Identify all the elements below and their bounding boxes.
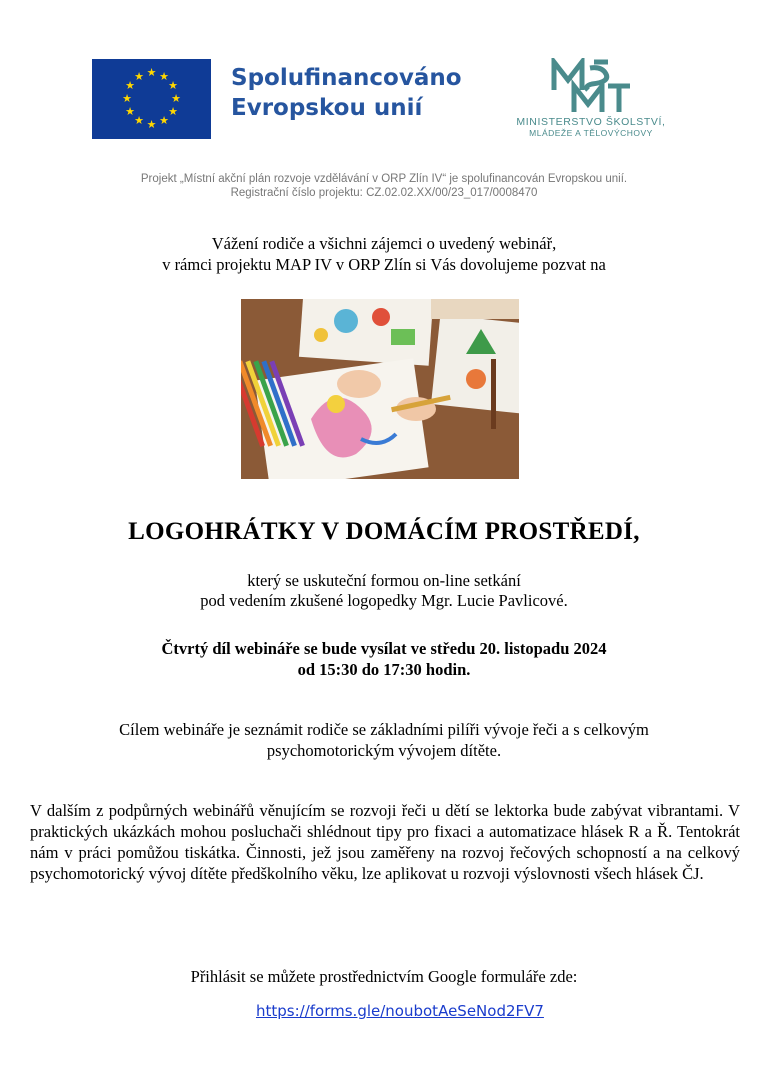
svg-text:★: ★ — [168, 79, 178, 92]
intro-line1: který se uskuteční formou on-line setkání — [247, 571, 521, 590]
eu-text-line2: Evropskou unií — [231, 95, 423, 121]
project-note — [0, 172, 768, 200]
svg-text:★: ★ — [159, 70, 169, 83]
page-title: LOGOHRÁTKY V DOMÁCÍM PROSTŘEDÍ, — [128, 518, 640, 545]
goal — [0, 719, 768, 761]
msmt-logo — [503, 58, 679, 144]
svg-text:★: ★ — [125, 79, 135, 92]
svg-text:★: ★ — [171, 92, 181, 105]
intro — [0, 571, 768, 611]
intro-line2: pod vedením zkušené logopedky Mgr. Lucie Pavlicové. — [200, 591, 568, 610]
msmt-name: MINISTERSTVO ŠKOLSTVÍ, — [516, 116, 666, 128]
project-registration-number: Registrační číslo projektu: CZ.02.02.XX/00/23_017/0008470 — [230, 187, 538, 199]
children-drawing-photo — [241, 299, 519, 479]
schedule — [0, 638, 768, 680]
svg-text:★: ★ — [159, 114, 169, 127]
goal-line1: Cílem webináře je seznámit rodiče se základními pilíři vývoje řeči a s celkovým — [119, 720, 649, 739]
goal-line2: psychomotorickým vývojem dítěte. — [266, 741, 502, 760]
eu-text-line1: Spolufinancováno — [231, 65, 462, 91]
body-paragraph: V dalším z podpůrných webinářů věnujícím se rozvoji řeči u dětí se lektorka bude zabývat vibrantami. V praktických ukázkách mohou posluchači shlédnout tipy pro fixaci a automatizace hlásek R a Ř. Tentokrát nám v práci pomůžou tiskátka. Činnosti, jež jsou zaměřeny na rozvoj řečových schopností a na celkový psychomotorický vývoj dítěte předškolního věku, lze aplikovat u rozvoji výslovnosti všech hlásek ČJ. — [30, 801, 740, 883]
msmt-monogram-icon — [546, 58, 636, 114]
msmt-subname: MLÁDEŽE A TĚLOVÝCHOVY — [529, 128, 653, 138]
svg-text:★: ★ — [125, 105, 135, 118]
eu-flag-icon — [92, 59, 211, 139]
project-note-line1: Projekt „Místní akční plán rozvoje vzdělávání v ORP Zlín IV“ je spolufinancován Evropskou unií. — [140, 173, 628, 185]
eu-cofinanced-logo-text — [231, 63, 462, 123]
greeting-line2: v rámci projektu MAP IV v ORP Zlín si Vás dovolujeme pozvat na — [162, 255, 606, 274]
svg-text:★: ★ — [134, 114, 144, 127]
svg-text:★: ★ — [146, 66, 157, 79]
greeting-line1: Vážení rodiče a všichni zájemci o uvedený webinář, — [211, 234, 557, 253]
svg-text:★: ★ — [134, 70, 144, 83]
greeting — [0, 233, 768, 275]
signup-form-link[interactable]: https://forms.gle/noubotAeSeNod2FV7 — [256, 1002, 544, 1020]
svg-text:★: ★ — [168, 105, 178, 118]
svg-text:★: ★ — [122, 92, 132, 105]
schedule-line2: od 15:30 do 17:30 hodin. — [297, 660, 471, 679]
schedule-line1: Čtvrtý díl webináře se bude vysílat ve středu 20. listopadu 2024 — [161, 639, 607, 658]
signup-label: Přihlásit se můžete prostřednictvím Google formuláře zde: — [190, 967, 578, 986]
svg-text:★: ★ — [146, 118, 157, 131]
